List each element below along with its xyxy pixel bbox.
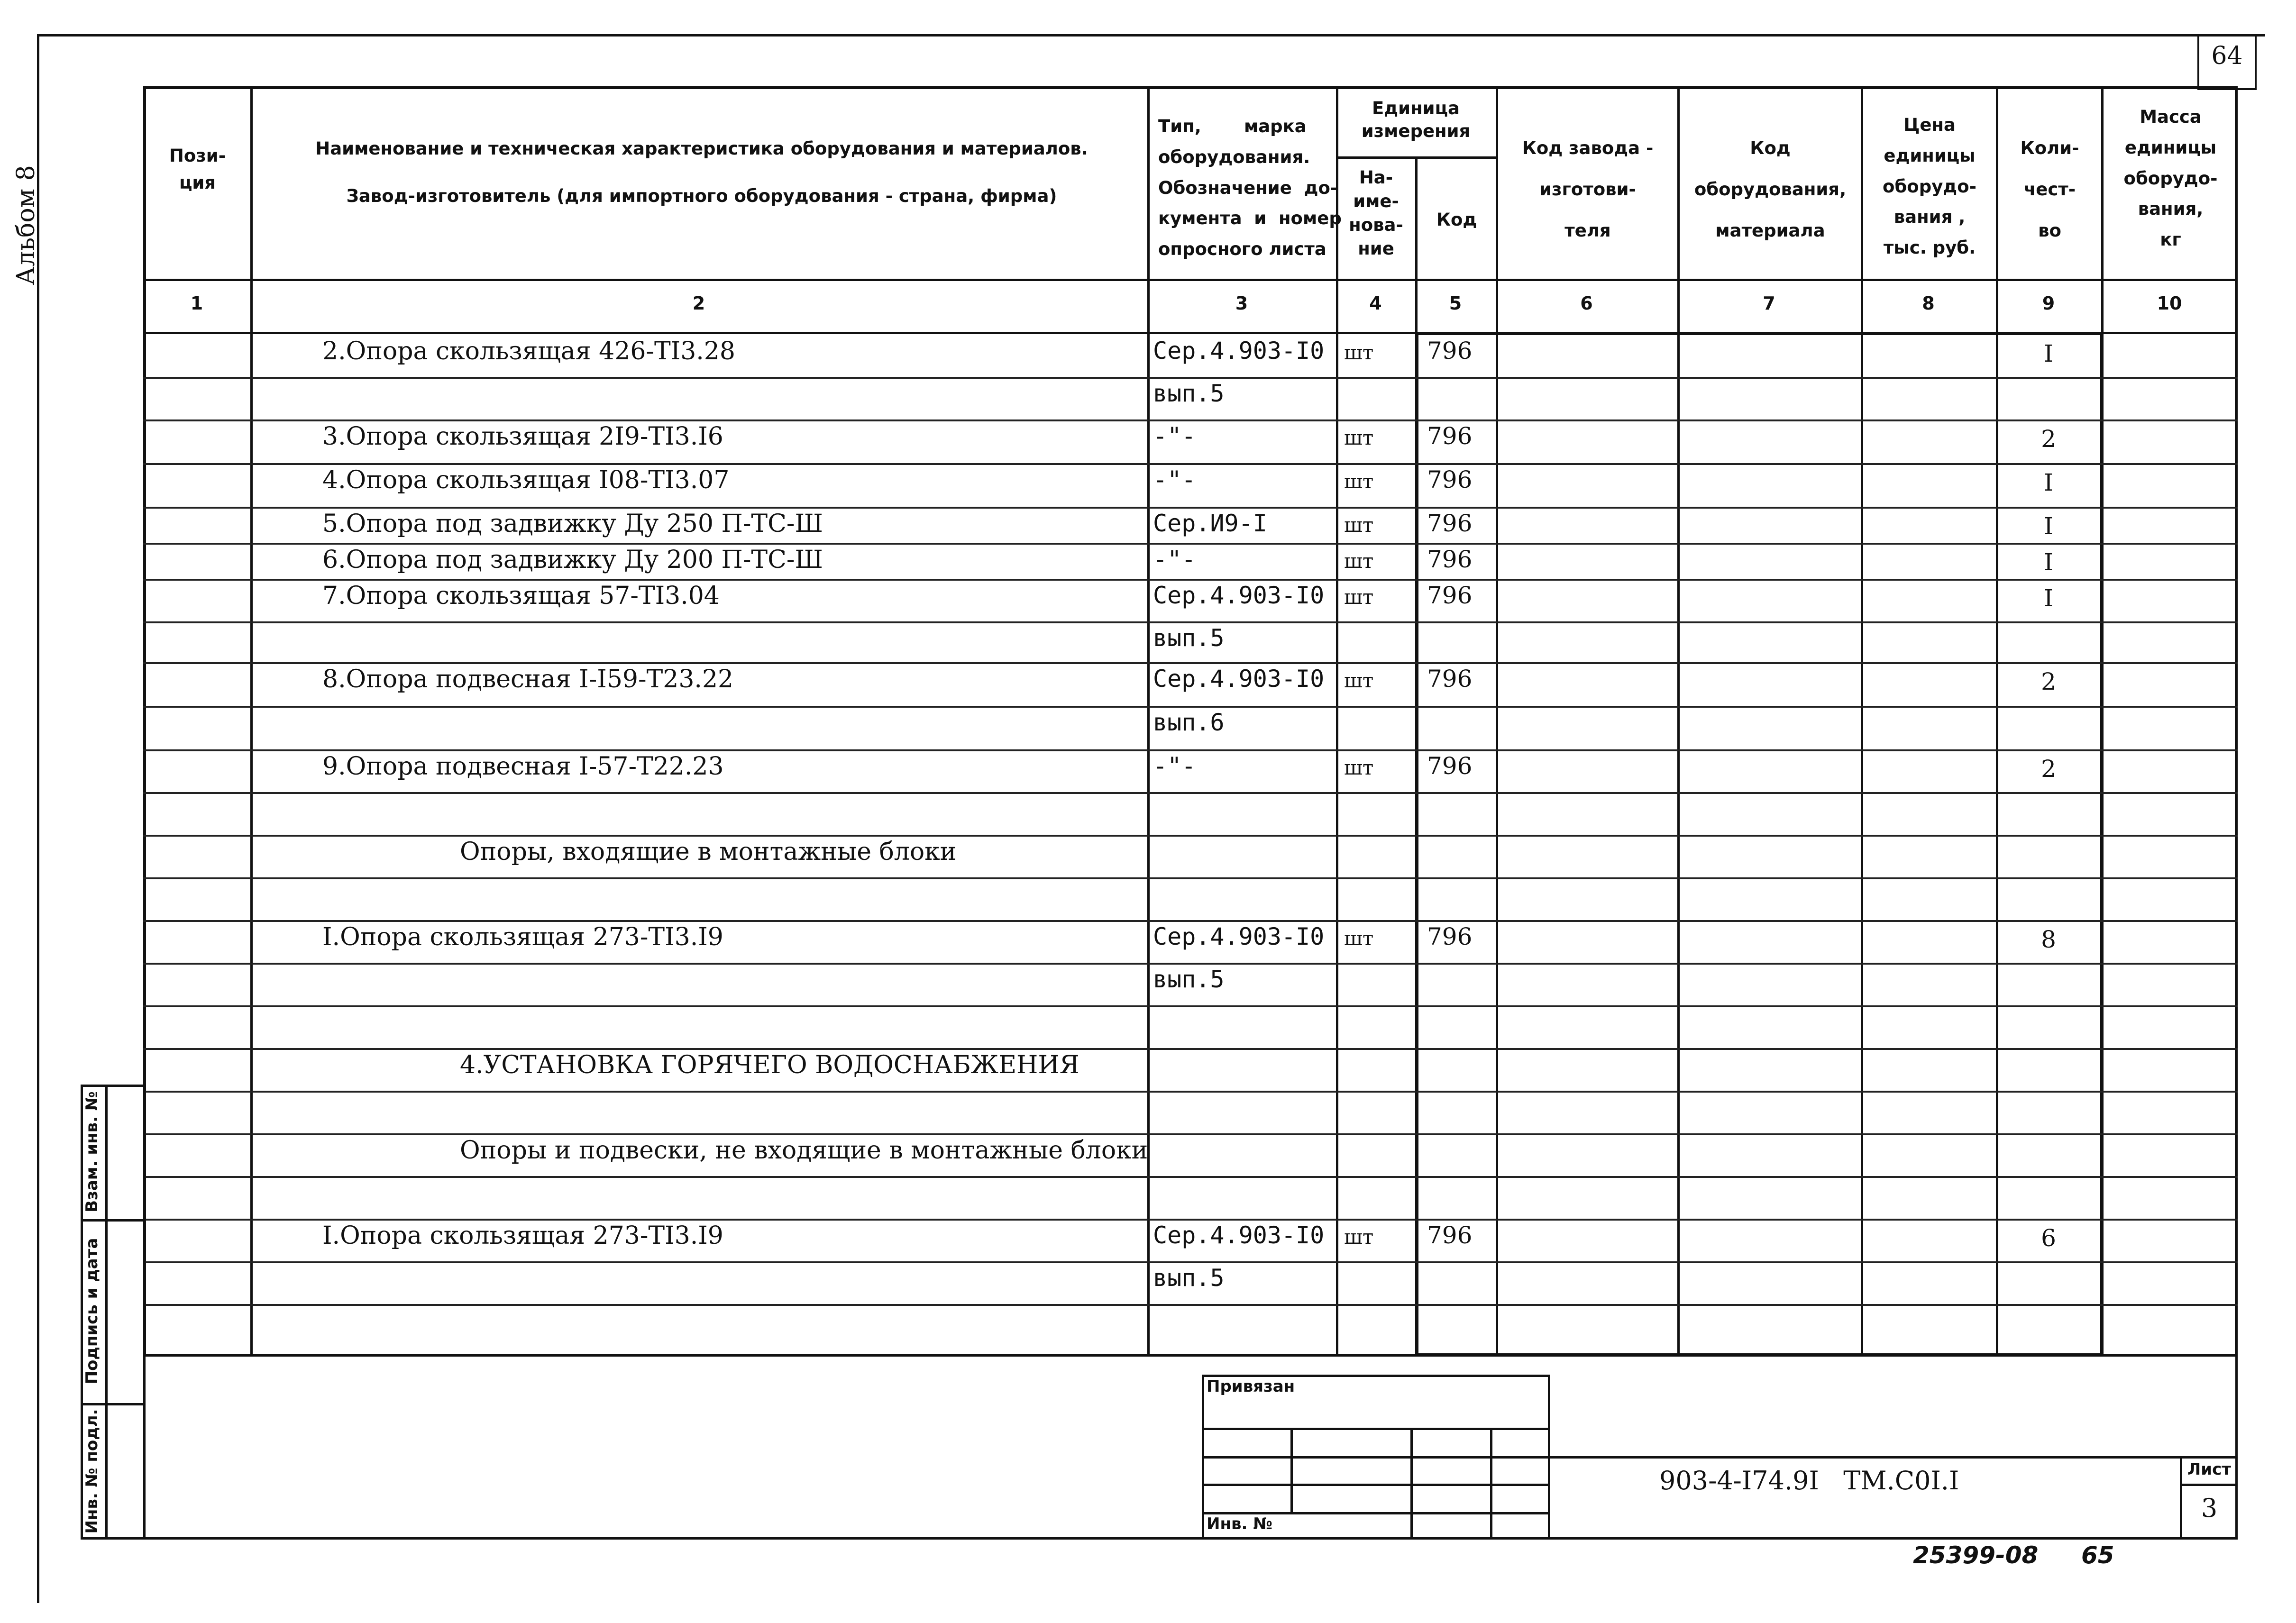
row-divider xyxy=(143,1219,2238,1221)
row-divider xyxy=(143,706,2238,708)
privyazan-col2 xyxy=(1410,1428,1413,1540)
item-name: І.Опора скользящая 273-ТІ3.І9 xyxy=(322,923,723,951)
item-document: -"- xyxy=(1153,752,1196,780)
item-document: вып.5 xyxy=(1153,380,1225,407)
album-label: Альбом 8 xyxy=(12,165,40,285)
row-divider xyxy=(143,579,2238,581)
inv-no-label: Инв. № xyxy=(1207,1514,1273,1533)
row-divider xyxy=(143,662,2238,664)
row-divider xyxy=(143,463,2238,465)
item-name: 3.Опора скользящая 2І9-ТІ3.І6 xyxy=(322,422,723,451)
item-unit: шт xyxy=(1344,513,1374,537)
list-box-divider xyxy=(2180,1484,2237,1486)
item-unit: шт xyxy=(1344,756,1374,779)
row-divider xyxy=(143,621,2238,623)
header-col2-line1: Наименование и техническая характеристика оборудования и материалов. xyxy=(315,138,1088,159)
col-divider-1 xyxy=(250,86,253,1357)
item-unit: шт xyxy=(1344,669,1374,692)
row-divider xyxy=(143,1304,2238,1306)
header-col3: Тип, марка оборудования. Обозначение до- кумента и номер опросного листа xyxy=(1158,116,1342,259)
list-label: Лист xyxy=(2187,1460,2231,1479)
header-col2-line2: Завод-изготовитель (для импортного оборудования - страна, фирма) xyxy=(346,186,1057,206)
row-divider xyxy=(143,1005,2238,1007)
header-bottom-line xyxy=(143,279,2238,281)
column-number: 10 xyxy=(2157,293,2182,314)
item-document: вып.5 xyxy=(1153,966,1225,993)
col-divider-3 xyxy=(1336,86,1338,1357)
title-block-bottom xyxy=(143,1537,2238,1540)
row-divider xyxy=(143,792,2238,794)
row-divider xyxy=(143,835,2238,837)
footer-code: 25399-08 xyxy=(1913,1541,2039,1569)
designation: 903-4-І74.9І ТМ.С0І.І xyxy=(1659,1466,1959,1495)
privyazan-col1 xyxy=(1290,1428,1293,1513)
item-unit-code: 796 xyxy=(1427,665,1473,693)
item-document: Сер.4.903-І0 xyxy=(1153,582,1325,609)
item-quantity: 6 xyxy=(2041,1224,2056,1252)
item-unit-code: 796 xyxy=(1427,752,1473,780)
row-divider xyxy=(143,1048,2238,1050)
row-divider xyxy=(143,963,2238,965)
column-number: 1 xyxy=(190,293,203,314)
item-document: Сер.4.903-І0 xyxy=(1153,1222,1325,1249)
privyazan-row2 xyxy=(1202,1456,1550,1459)
item-quantity: I xyxy=(2044,469,2053,496)
section-heading: Опоры и подвески, не входящие в монтажные блоки xyxy=(460,1136,1148,1165)
item-unit: шт xyxy=(1344,549,1374,573)
outer-frame-top xyxy=(37,34,2265,36)
footer-page: 65 xyxy=(2081,1541,2114,1569)
item-name: 9.Опора подвесная І-57-Т22.23 xyxy=(322,752,724,781)
privyazan-row3 xyxy=(1202,1484,1550,1486)
column-number: 4 xyxy=(1369,293,1382,314)
designation-top xyxy=(1550,1456,2238,1459)
item-name: І.Опора скользящая 273-ТІ3.І9 xyxy=(322,1222,723,1250)
item-quantity: I xyxy=(2044,512,2053,540)
item-unit-code: 796 xyxy=(1427,582,1473,609)
header-col6: Код завода - изготови- теля xyxy=(1522,138,1654,241)
item-name: 4.Опора скользящая І08-ТІ3.07 xyxy=(322,466,730,494)
item-name: 8.Опора подвесная І-І59-Т23.22 xyxy=(322,665,734,693)
title-block-right xyxy=(2235,1355,2238,1540)
column-number: 8 xyxy=(1922,293,1935,314)
column-number: 7 xyxy=(1763,293,1775,314)
side-stamp-inv-podl: Инв. № подл. xyxy=(82,1409,101,1534)
unit-group-divider xyxy=(1336,156,1496,159)
item-unit: шт xyxy=(1344,585,1374,609)
item-quantity: 2 xyxy=(2041,425,2056,453)
column-number: 3 xyxy=(1235,293,1248,314)
item-unit-code: 796 xyxy=(1427,422,1473,450)
privyazan-row1 xyxy=(1202,1428,1550,1430)
row-divider xyxy=(143,1133,2238,1135)
item-document: -"- xyxy=(1153,546,1196,573)
item-unit-code: 796 xyxy=(1427,546,1473,573)
column-number: 2 xyxy=(692,293,705,314)
item-document: Сер.4.903-І0 xyxy=(1153,665,1325,693)
item-document: Сер.И9-І xyxy=(1153,510,1267,537)
item-document: Сер.4.903-І0 xyxy=(1153,337,1325,365)
row-divider xyxy=(143,1176,2238,1178)
row-divider xyxy=(143,1091,2238,1093)
item-name: 2.Опора скользящая 426-ТІ3.28 xyxy=(322,337,735,365)
side-stamp-div1 xyxy=(81,1219,146,1222)
item-unit-code: 796 xyxy=(1427,510,1473,537)
item-document: вып.5 xyxy=(1153,1264,1225,1292)
header-col10: Масса единицы оборудо- вания, кг xyxy=(2123,107,2218,250)
column-number: 9 xyxy=(2042,293,2055,314)
row-divider xyxy=(143,749,2238,751)
row-divider xyxy=(143,507,2238,509)
item-document: вып.6 xyxy=(1153,709,1225,736)
list-value: 3 xyxy=(2201,1493,2218,1523)
column-number: 5 xyxy=(1449,293,1462,314)
item-document: вып.5 xyxy=(1153,624,1225,652)
header-col5: Код xyxy=(1436,210,1477,230)
item-quantity: 2 xyxy=(2041,755,2056,783)
item-unit: шт xyxy=(1344,470,1374,493)
section-heading: Опоры, входящие в монтажные блоки xyxy=(460,838,957,866)
header-unit-group: Единица измерения xyxy=(1361,98,1471,142)
item-quantity: 2 xyxy=(2041,668,2056,695)
item-unit-code: 796 xyxy=(1427,337,1473,365)
item-unit-code: 796 xyxy=(1427,466,1473,493)
header-col8: Цена единицы оборудо- вания , тыс. руб. xyxy=(1883,115,1976,258)
row-divider xyxy=(143,377,2238,379)
side-stamp-podpis: Подпись и дата xyxy=(82,1238,101,1385)
side-stamp-vzam: Взам. инв. № xyxy=(82,1091,101,1213)
row-divider xyxy=(143,920,2238,922)
item-document: -"- xyxy=(1153,422,1196,450)
row-divider xyxy=(143,543,2238,545)
item-unit: шт xyxy=(1344,927,1374,950)
colnum-bottom-line xyxy=(143,332,2238,334)
row-divider xyxy=(143,1261,2238,1263)
row-divider xyxy=(143,877,2238,879)
list-box-left xyxy=(2180,1456,2182,1540)
page-number-top: 64 xyxy=(2211,42,2243,70)
item-quantity: 8 xyxy=(2041,926,2056,953)
item-document: -"- xyxy=(1153,466,1196,493)
item-name: 5.Опора под задвижку Ду 250 П-ТС-Ш xyxy=(322,510,823,538)
column-number: 6 xyxy=(1580,293,1593,314)
item-unit: шт xyxy=(1344,341,1374,364)
header-col9: Коли- чест- во xyxy=(2020,138,2079,241)
item-quantity: I xyxy=(2044,584,2053,612)
item-unit: шт xyxy=(1344,1225,1374,1249)
item-quantity: I xyxy=(2044,340,2053,367)
header-col1: Пози- ция xyxy=(169,146,226,193)
item-unit-code: 796 xyxy=(1427,1222,1473,1249)
item-name: 7.Опора скользящая 57-ТІ3.04 xyxy=(322,582,720,610)
row-divider xyxy=(143,419,2238,421)
section-heading: 4.УСТАНОВКА ГОРЯЧЕГО ВОДОСНАБЖЕНИЯ xyxy=(460,1051,1079,1079)
item-document: Сер.4.903-І0 xyxy=(1153,923,1325,950)
header-col4: На- име- нова- ние xyxy=(1349,167,1403,259)
side-stamp-inner xyxy=(105,1085,108,1540)
item-name: 6.Опора под задвижку Ду 200 П-ТС-Ш xyxy=(322,546,823,574)
privyazan-label: Привязан xyxy=(1207,1377,1295,1396)
item-unit-code: 796 xyxy=(1427,923,1473,950)
header-col7: Код оборудования, материала xyxy=(1694,138,1847,241)
item-unit: шт xyxy=(1344,426,1374,449)
col-divider-2 xyxy=(1147,86,1150,1357)
item-quantity: I xyxy=(2044,548,2053,576)
privyazan-col3 xyxy=(1490,1428,1492,1540)
